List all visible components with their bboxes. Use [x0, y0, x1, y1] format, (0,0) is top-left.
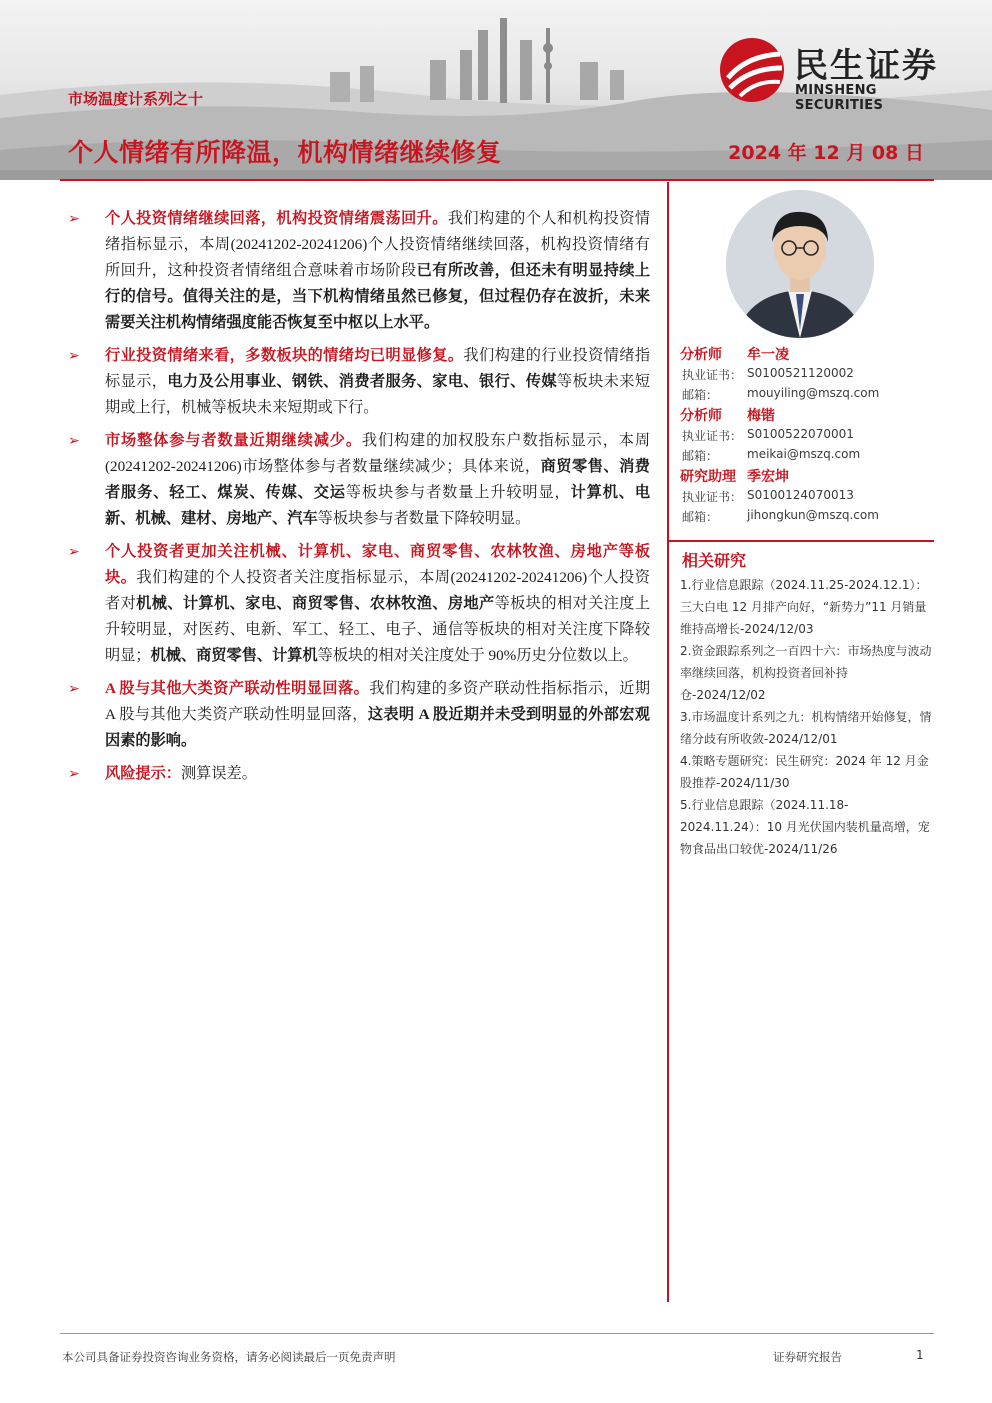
summary-section: [68, 206, 650, 794]
related-item[interactable]: 2.资金跟踪系列之一百四十六：市场热度与波动率继续回落，机构投资者回补持仓-2024/12/02: [680, 644, 932, 702]
logo-text-cn: 民生证券: [794, 46, 938, 86]
summary-paragraph: [68, 761, 650, 787]
related-item[interactable]: 4.策略专题研究：民生研究：2024 年 12 月金股推荐-2024/11/30: [680, 754, 929, 790]
analyst-value: S0100124070013: [747, 488, 854, 502]
analyst-label: 分析师: [680, 347, 722, 363]
bullet-arrow-icon: ➢: [68, 766, 80, 782]
analyst-value: 牟一凌: [747, 347, 789, 363]
analyst-value: 梅锴: [747, 408, 775, 424]
related-item[interactable]: 1.行业信息跟踪（2024.11.25-2024.12.1）：三大白电 12 月排产向好，“新势力”11 月销量维持高增长-2024/12/03: [680, 578, 928, 636]
analyst-value[interactable]: meikai@mszq.com: [747, 447, 861, 461]
summary-text: 我们构建的行业投资情绪指标显示，: [105, 347, 651, 390]
analyst-email-row: [680, 444, 934, 464]
summary-text: 个人投资情绪继续回落，机构投资情绪震荡回升。: [105, 210, 448, 227]
analyst-label: 邮箱：: [682, 510, 719, 524]
analyst-value: S0100522070001: [747, 427, 854, 441]
analyst-name-row: [680, 342, 934, 363]
analyst-name-row: [680, 464, 934, 485]
analyst-email-row: [680, 383, 934, 403]
minsheng-logo: [716, 34, 966, 113]
summary-text: 我们构建的个人和机构投资情绪指标显示，本周(20241202-20241206)个人投资情绪继续回落，机构投资情绪有所回升，这种投资者情绪组合意味着市场阶段: [105, 210, 651, 279]
report-series: 市场温度计系列之十: [68, 90, 204, 108]
summary-text: 计算机、电新、机械、建材、房地产、汽车: [105, 484, 651, 527]
summary-paragraph: [68, 428, 650, 532]
summary-text: 等板块未来短期或上行，机械等板块未来短期或下行。: [105, 373, 651, 416]
analyst-value: 季宏坤: [747, 469, 789, 485]
related-item[interactable]: 3.市场温度计系列之九：机构情绪开始修复，情绪分歧有所收敛-2024/12/01: [680, 710, 932, 746]
analyst-photo: [726, 190, 874, 338]
analyst-label: 分析师: [680, 408, 722, 424]
analyst-label: 邮箱：: [682, 449, 719, 463]
analyst-cert-row: [680, 363, 934, 383]
summary-paragraph: [68, 206, 650, 336]
footer-divider: [60, 1333, 934, 1334]
summary-text: 已有所改善，但还未有明显持续上行的信号。值得关注的是，当下机构情绪虽然已修复，但过程仍存在波折，未来需要关注机构情绪强度能否恢复至中枢以上水平。: [105, 262, 651, 331]
summary-text: 机械、计算机、家电、商贸零售、农林牧渔、房地产: [136, 595, 495, 612]
bullet-arrow-icon: ➢: [68, 681, 80, 697]
summary-text: 市场整体参与者数量近期继续减少。: [105, 432, 362, 449]
related-title: 相关研究: [682, 551, 747, 570]
column-divider: [667, 182, 669, 1302]
header-divider: [60, 179, 934, 181]
summary-text: 等板块的相对关注度上升较明显，对医药、电新、军工、轻工、电子、通信等板块的相对关注度下降较明显；: [105, 595, 651, 664]
report-title: 个人情绪有所降温，机构情绪继续修复: [68, 138, 502, 167]
summary-text: 电力及公用事业、钢铁、消费者服务、家电、银行、传媒: [167, 373, 557, 390]
summary-text: 我们构建的多资产联动性指标指示，近期 A 股与其他大类资产联动性明显回落，: [105, 680, 651, 723]
related-divider: [668, 540, 934, 542]
analyst-name-row: [680, 403, 934, 424]
logo-emblem-icon: [716, 34, 792, 104]
summary-text: 行业投资情绪来看，多数板块的情绪均已明显修复。: [105, 347, 464, 364]
analyst-value: S0100521120002: [747, 366, 854, 380]
analyst-cert-row: [680, 485, 934, 505]
header-banner: [0, 0, 992, 180]
related-list: [680, 574, 932, 860]
summary-text: 我们构建的加权股东户数指标显示，本周(20241202-20241206)市场整体参与者数量继续减少；具体来说，: [105, 432, 651, 475]
summary-paragraph: [68, 343, 650, 421]
analyst-label: 邮箱：: [682, 388, 719, 402]
analyst-label: 执业证书：: [682, 490, 743, 504]
summary-text: 个人投资者更加关注机械、计算机、家电、商贸零售、农林牧渔、房地产等板块。: [105, 543, 650, 586]
summary-text: 商贸零售、消费者服务、轻工、煤炭、传媒、交运: [105, 458, 650, 501]
analyst-value[interactable]: mouyiling@mszq.com: [747, 386, 880, 400]
footer-disclaimer: 本公司具备证券投资咨询业务资格，请务必阅读最后一页免责声明: [62, 1350, 396, 1364]
summary-text: 我们构建的个人投资者关注度指标显示，本周(20241202-20241206)个人投资者对: [105, 569, 650, 612]
summary-text: 测算误差。: [180, 765, 257, 782]
logo-text-en: MINSHENG SECURITIES: [795, 83, 884, 113]
bullet-arrow-icon: ➢: [68, 433, 80, 449]
analyst-list: [680, 342, 934, 525]
analyst-label: 研究助理: [680, 469, 736, 485]
summary-paragraph: [68, 676, 650, 754]
footer-doc-type: 证券研究报告: [773, 1350, 842, 1364]
analyst-cert-row: [680, 424, 934, 444]
summary-text: 风险提示：: [105, 765, 181, 782]
analyst-label: 执业证书：: [682, 368, 743, 382]
summary-text: 这表明 A 股近期并未受到明显的外部宏观因素的影响。: [105, 706, 650, 749]
summary-text: 等板块的相对关注度处于 90%历史分位数以上。: [317, 647, 638, 664]
summary-text: A 股与其他大类资产联动性明显回落。: [105, 680, 370, 697]
report-date: 2024 年 12 月 08 日: [728, 142, 924, 164]
summary-text: 等板块参与者数量下降较明显。: [317, 510, 531, 527]
bullet-arrow-icon: ➢: [68, 544, 80, 560]
summary-paragraph: [68, 539, 650, 669]
bullet-arrow-icon: ➢: [68, 211, 80, 227]
page-number: 1: [916, 1348, 924, 1362]
analyst-label: 执业证书：: [682, 429, 743, 443]
summary-text: 机械、商贸零售、计算机: [150, 647, 318, 664]
bullet-arrow-icon: ➢: [68, 348, 80, 364]
related-item[interactable]: 5.行业信息跟踪（2024.11.18-2024.11.24）：10 月光伏国内装机量高增，宠物食品出口较优-2024/11/26: [680, 798, 930, 856]
analyst-email-row: [680, 505, 934, 525]
summary-text: 等板块参与者数量上升较明显，: [345, 484, 571, 501]
analyst-value[interactable]: jihongkun@mszq.com: [747, 508, 879, 522]
